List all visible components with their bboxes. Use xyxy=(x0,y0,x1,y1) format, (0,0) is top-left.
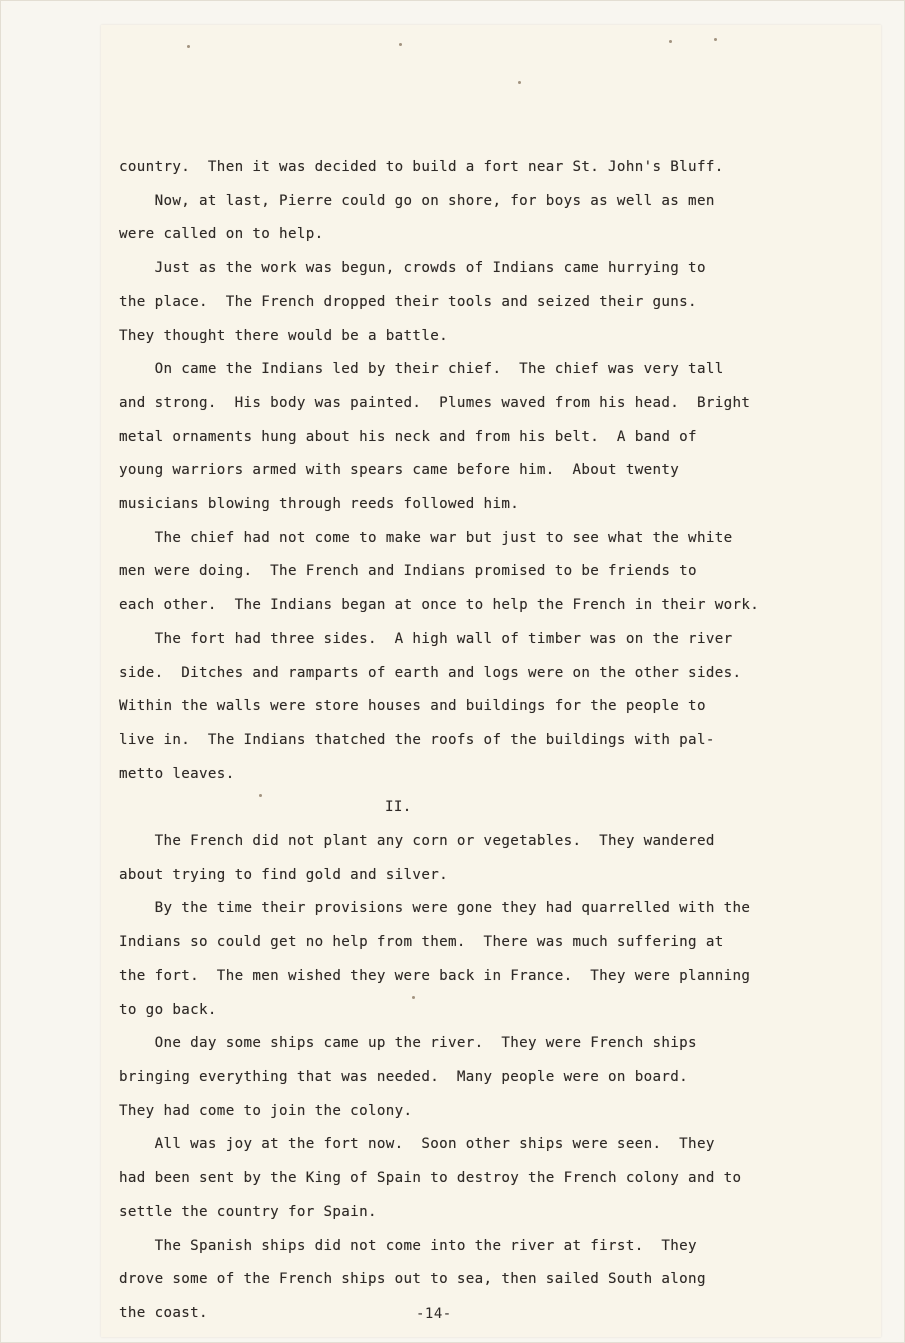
text-line: The fort had three sides. A high wall of timber was on the river xyxy=(119,630,733,647)
typed-text xyxy=(119,151,859,1331)
text-line: about trying to find gold and silver. xyxy=(119,866,448,883)
text-line: and strong. His body was painted. Plumes waved from his head. Bright xyxy=(119,394,751,411)
paper-speck xyxy=(518,81,521,84)
text-line: They had come to join the colony. xyxy=(119,1102,413,1119)
paper-speck xyxy=(399,43,402,46)
text-line: musicians blowing through reeds followed him. xyxy=(119,496,520,513)
text-line: the fort. The men wished they were back in France. They were planning xyxy=(119,967,751,984)
text-line: to go back. xyxy=(119,1001,217,1018)
text-line: settle the country for Spain. xyxy=(119,1203,377,1220)
text-line: the coast. xyxy=(119,1304,208,1321)
text-line: country. Then it was decided to build a fort near St. John's Bluff. xyxy=(119,159,724,175)
text-line: young warriors armed with spears came before him. About twenty xyxy=(119,462,680,479)
text-line: had been sent by the King of Spain to destroy the French colony and to xyxy=(119,1170,742,1187)
text-line: side. Ditches and ramparts of earth and logs were on the other sides. xyxy=(119,664,742,681)
paper-speck xyxy=(669,40,672,43)
text-line: live in. The Indians thatched the roofs of the buildings with pal- xyxy=(119,731,715,748)
text-line: the place. The French dropped their tools and seized their guns. xyxy=(119,293,697,310)
text-line: men were doing. The French and Indians promised to be friends to xyxy=(119,563,697,580)
text-line: By the time their provisions were gone they had quarrelled with the xyxy=(119,900,751,917)
text-line: On came the Indians led by their chief. The chief was very tall xyxy=(119,361,724,378)
text-line: bringing everything that was needed. Many people were on board. xyxy=(119,1068,689,1085)
text-line: They thought there would be a battle. xyxy=(119,327,448,344)
text-line: The Spanish ships did not come into the river at first. They xyxy=(119,1237,697,1254)
text-line: All was joy at the fort now. Soon other ships were seen. They xyxy=(119,1136,715,1153)
text-line: drove some of the French ships out to sea, then sailed South along xyxy=(119,1271,706,1288)
text-line: Indians so could get no help from them. There was much suffering at xyxy=(119,934,724,951)
text-line: were called on to help. xyxy=(119,226,324,243)
page-number: -14- xyxy=(416,1306,452,1322)
paper-speck xyxy=(187,45,190,48)
paper-speck xyxy=(714,38,717,41)
text-line: each other. The Indians began at once to help the French in their work. xyxy=(119,597,760,614)
text-line: metto leaves. xyxy=(119,765,235,782)
text-line: Now, at last, Pierre could go on shore, for boys as well as men xyxy=(119,192,715,209)
text-line: Within the walls were store houses and buildings for the people to xyxy=(119,698,706,715)
text-line: metal ornaments hung about his neck and from his belt. A band of xyxy=(119,428,697,445)
text-line: The chief had not come to make war but just to see what the white xyxy=(119,529,733,546)
text-line: The French did not plant any corn or vegetables. They wandered xyxy=(119,833,715,850)
text-line: Just as the work was begun, crowds of Indians came hurrying to xyxy=(119,260,706,277)
text-line: One day some ships came up the river. They were French ships xyxy=(119,1035,697,1052)
section-heading: II. xyxy=(385,799,412,816)
